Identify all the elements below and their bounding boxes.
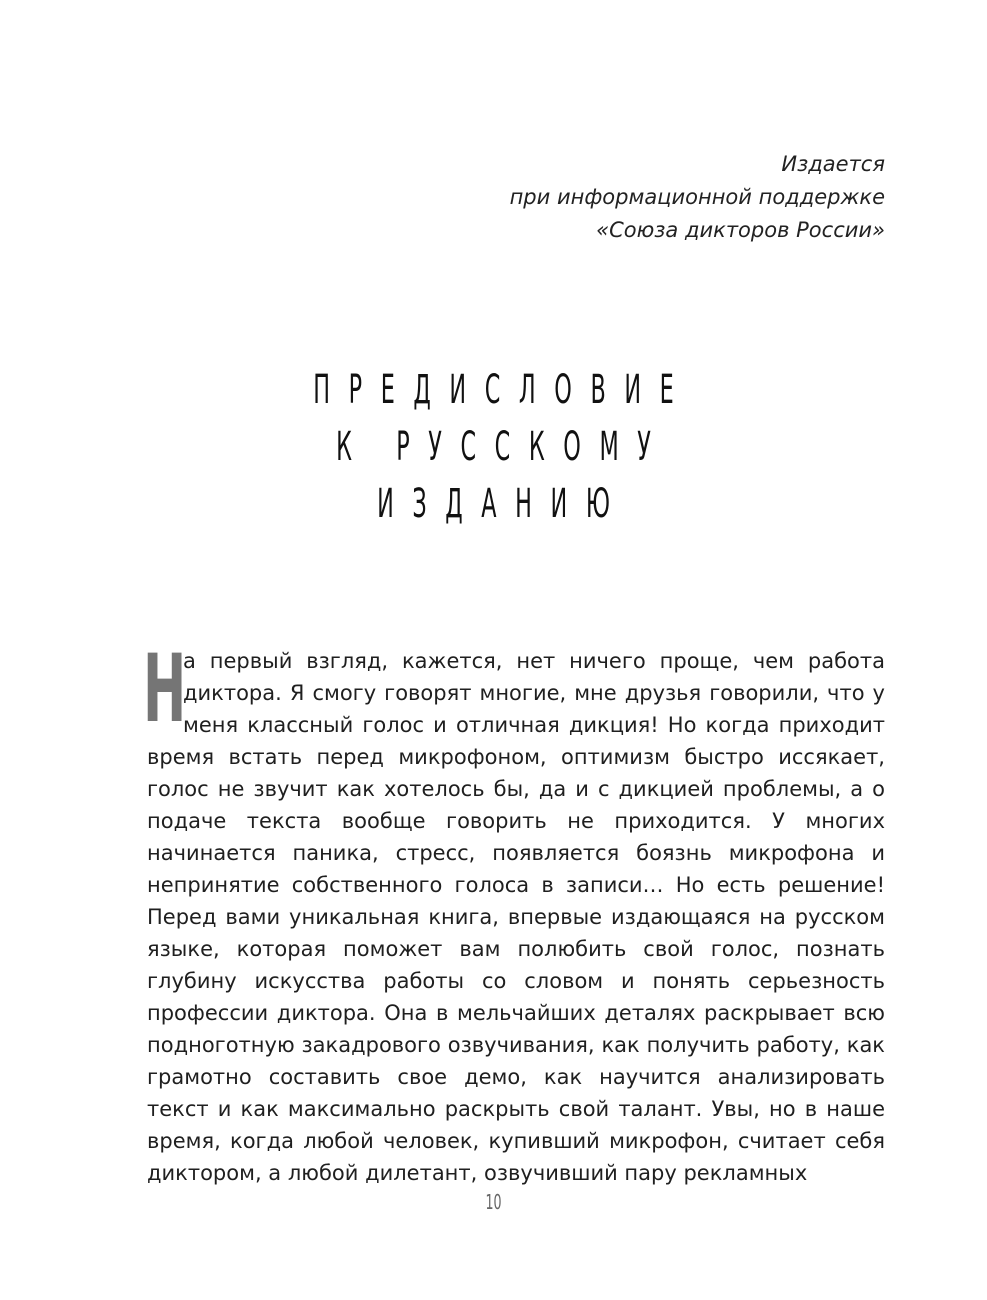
drop-cap: Н <box>143 635 187 744</box>
page-number: 10 <box>485 1190 502 1214</box>
body-paragraph-text: а первый взгляд, кажется, нет ничего проще, чем работа диктора. Я смогу говорят многие, мне друзья говорили, что у меня классный голос и отличная дикция! Но когда приходит время встать перед микрофоном, оптимизм быстро иссякает, голос не звучит как хотелось бы, да и с дикцией проблемы, а о подаче текста вообще говорить не приходится. У многих начинается паника, стресс, появляется боязнь микрофона и непринятие собственного голоса в записи… Но есть решение! Перед вами уникальная книга, впервые издающаяся на русском языке, которая поможет вам полюбить свой голос, познать глубину искусства работы со словом и понять серьезность профессии диктора. Она в мельчайших деталях раскрывает всю подноготную закадрового озвучивания, как получить работу, как грамотно составить свое демо, как научится анализировать текст и как максимально раскрыть свой талант. Увы, но в наше время, когда любой человек, купивший микрофон, считает себя диктором, а любой дилетант, озвучивший пару рекламных <box>147 649 885 1185</box>
publisher-note-line-2: при информационной поддержке <box>509 185 885 209</box>
chapter-title <box>0 362 987 533</box>
publisher-note-line-1: Издается <box>781 152 885 176</box>
body-paragraph <box>143 635 885 1189</box>
publisher-note-line-3: «Союза дикторов России» <box>596 218 885 242</box>
chapter-title-line-1: ПРЕДИСЛОВИЕ <box>313 367 693 413</box>
publisher-note <box>510 148 885 247</box>
chapter-title-line-2: К РУССКОМУ <box>336 424 670 470</box>
chapter-title-line-3: ИЗДАНИЮ <box>377 481 629 527</box>
